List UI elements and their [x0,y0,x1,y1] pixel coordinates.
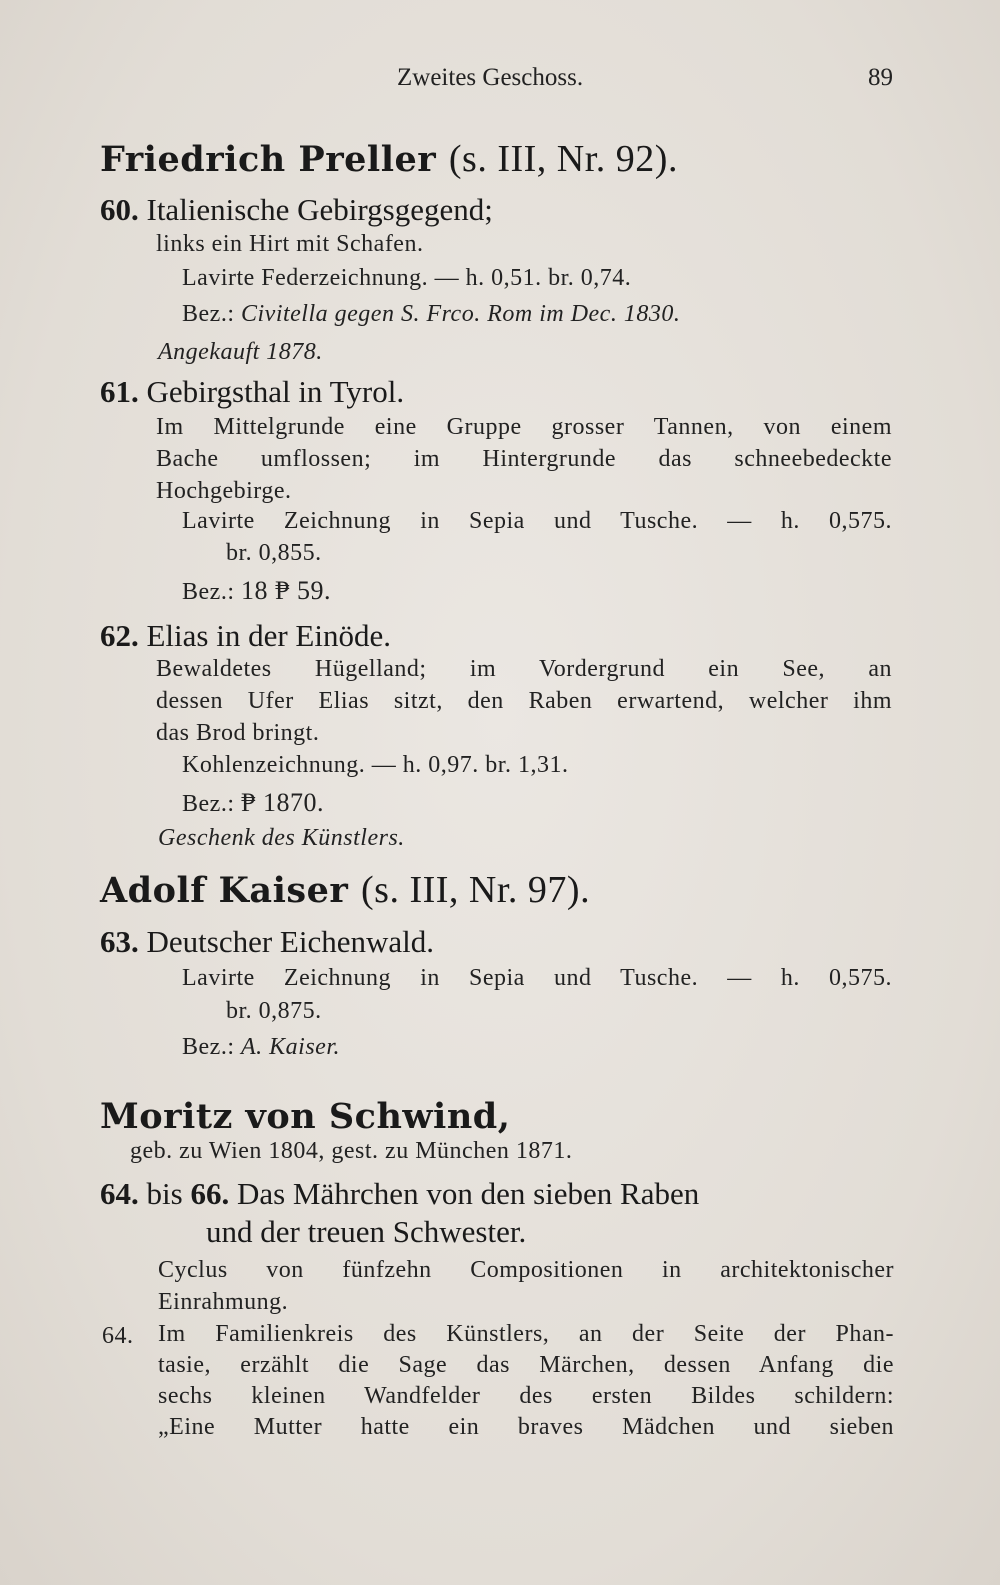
page-number: 89 [868,64,893,91]
artist-reference: (s. III, Nr. 92). [448,138,678,180]
artist-heading-schwind: Moritz von Schwind, [100,1096,511,1137]
entry-range-word: bis [146,1176,183,1211]
entry-62-technique: Kohlenzeichnung. — h. 0,97. br. 1,31. [182,752,569,778]
signature-text: Civitella gegen S. Frco. Rom im Dec. 1830. [240,301,681,327]
entry-title: Deutscher Eichenwald. [146,924,434,959]
text-line: tasie, erzählt die Sage das Märchen, dessen Anfang die [158,1352,894,1378]
technique-line: Lavirte Zeichnung in Sepia und Tusche. — h. 0,575. [182,965,892,991]
sub-entry-text [158,1321,894,1441]
text-line: sechs kleinen Wandfelder des ersten Bildes schildern: [158,1383,894,1409]
entry-63-technique-cont: br. 0,875. [226,998,322,1024]
running-header-title: Zweites Geschoss. [397,64,584,91]
signature-label: Bez.: [182,791,235,817]
artist-life-dates: geb. zu Wien 1804, gest. zu München 1871. [130,1138,573,1164]
entry-number-end: 66. [190,1176,230,1211]
entry-60-technique: Lavirte Federzeichnung. — h. 0,51. br. 0,74. [182,265,632,291]
entry-62-heading [100,618,391,654]
entry-title: Italienische Gebirgsgegend; [146,192,493,227]
desc-line: das Brod bringt. [156,720,320,746]
signature-monogram: 18 ₱ 59. [240,576,331,605]
entry-63-signature [182,1034,340,1061]
entry-62-note: Geschenk des Künstlers. [158,825,405,851]
signature-label: Bez.: [182,579,235,605]
desc-line: Bache umflossen; im Hintergrunde das schneebedeckte [156,446,892,472]
desc-line: Cyclus von fünfzehn Compositionen in architektonischer [158,1257,894,1283]
signature-label: Bez.: [182,1034,235,1060]
artist-name: Adolf Kaiser [100,870,349,911]
entry-61-technique [182,508,892,535]
text-line: „Eine Mutter hatte ein braves Mädchen und sieben [158,1414,894,1440]
desc-line: Im Mittelgrunde eine Gruppe grosser Tannen, von einem [156,414,892,440]
artist-name: Friedrich Preller [100,139,437,180]
entry-60-note: Angekauft 1878. [158,339,323,365]
entry-61-technique-cont: br. 0,855. [226,540,322,566]
desc-line: dessen Ufer Elias sitzt, den Raben erwartend, welcher ihm [156,688,892,714]
signature-monogram: ₱ 1870. [240,788,324,817]
entry-number: 62. [100,618,139,653]
sub-entry-number: 64. [102,1323,134,1349]
entry-64-66-desc [158,1257,894,1316]
entry-62-signature [182,788,324,818]
entry-60-signature [182,301,680,328]
desc-line: Bewaldetes Hügelland; im Vordergrund ein See, an [156,656,892,682]
entry-64-66-title-cont: und der treuen Schwester. [206,1214,527,1249]
entry-61-heading [100,374,404,410]
entry-64-66-heading [100,1176,699,1212]
artist-heading-kaiser [100,868,590,912]
entry-title: Elias in der Einöde. [146,618,391,653]
entry-60-desc: links ein Hirt mit Schafen. [156,231,424,257]
artist-heading-preller [100,137,678,181]
entry-number: 63. [100,924,139,959]
entry-number: 61. [100,374,139,409]
entry-62-desc [156,656,892,747]
artist-reference: (s. III, Nr. 97). [361,869,591,911]
desc-line: Hochgebirge. [156,478,292,504]
text-line: Im Familienkreis des Künstlers, an der Seite der Phan- [158,1321,894,1347]
signature-text: A. Kaiser. [240,1034,340,1060]
entry-title: Gebirgsthal in Tyrol. [146,374,405,409]
entry-number: 60. [100,192,139,227]
entry-60-heading [100,192,493,228]
entry-63-heading [100,924,434,960]
signature-label: Bez.: [182,301,235,327]
entry-61-desc [156,414,892,505]
desc-line: Einrahmung. [158,1289,289,1315]
entry-title: Das Mährchen von den sieben Raben [236,1176,700,1211]
entry-63-technique [182,965,892,992]
technique-line: Lavirte Zeichnung in Sepia und Tusche. — h. 0,575. [182,508,892,534]
entry-number: 64. [100,1176,139,1211]
entry-61-signature [182,576,331,606]
